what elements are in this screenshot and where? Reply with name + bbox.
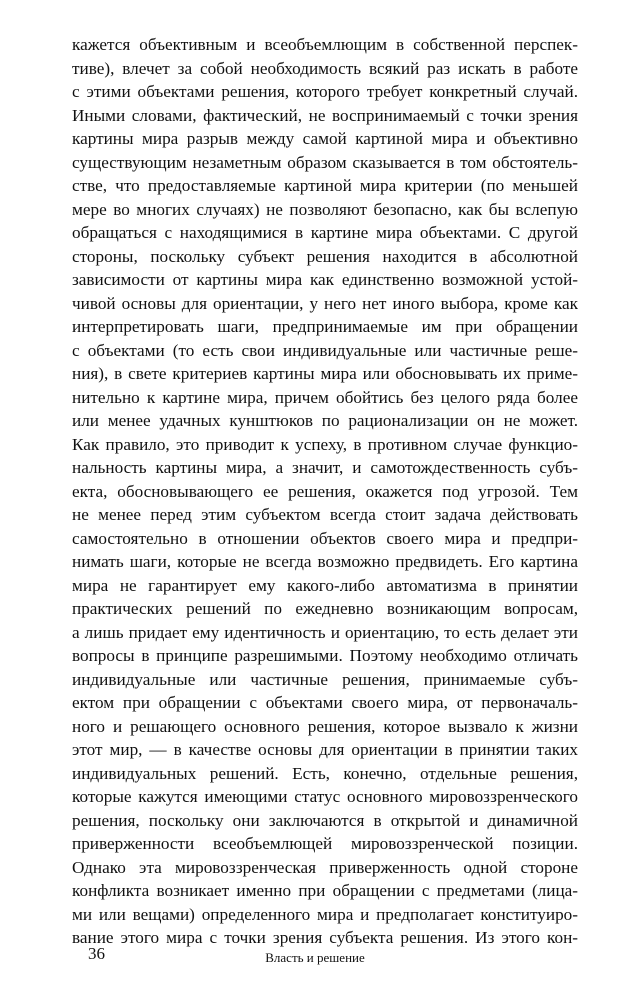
text-line: не менее перед этим субъектом всегда стоит задача действовать: [72, 505, 578, 524]
text-line: с этими объектами решения, которого требует конкретный случай.: [72, 82, 578, 101]
text-line: Однако эта мировоззренческая приверженность одной стороне: [72, 857, 578, 877]
text-line: чивой основы для ориентации, у него нет иного выбора, кроме как: [72, 293, 578, 313]
text-line: существующим незаметным образом сказывается в том обстоятель-: [72, 152, 578, 172]
text-line: решения, поскольку они заключаются в открытой и динамичной: [72, 810, 578, 830]
text-line: екта, обосновывающего ее решения, окажется под угрозой. Тем: [72, 481, 578, 501]
running-footer: Власть и решение: [265, 950, 365, 965]
text-line: вание этого мира с точки зрения субъекта решения. Из этого кон-: [72, 928, 578, 947]
text-line: кажется объективным и всеобъемлющим в собственной перспек-: [72, 35, 578, 54]
text-line: индивидуальные или частичные решения, принимаемые субъ-: [72, 669, 578, 689]
text-line: Как правило, это приводит к успеху, в противном случае функцио-: [72, 434, 578, 454]
text-line: ми или вещами) определенного мира и предполагает конституиро-: [72, 904, 578, 924]
text-line: ния), в свете критериев картины мира или обосновывать их приме-: [72, 364, 578, 383]
text-line: с объектами (то есть свои индивидуальные или частичные реше-: [72, 340, 578, 360]
text-line: практических решений по ежедневно возникающим вопросам,: [72, 599, 578, 618]
text-line: ного и решающего основного решения, которое вызвало к жизни: [72, 716, 578, 736]
page-number: 36: [88, 944, 105, 963]
text-line: приверженности всеобъемлющей мировоззренческой позиции.: [72, 834, 578, 853]
text-line: этот мир, — в качестве основы для ориентации в принятии таких: [72, 740, 578, 759]
text-line: индивидуальных решений. Есть, конечно, отдельные решения,: [72, 763, 578, 783]
text-line: интерпретировать шаги, предпринимаемые им при обращении: [72, 317, 578, 336]
text-line: нальность картины мира, а значит, и самотождественность субъ-: [72, 458, 578, 477]
text-line: стве, что предоставляемые картиной мира критерии (по меньшей: [72, 176, 578, 195]
text-line: тиве), влечет за собой необходимость всякий раз искать в работе: [72, 58, 578, 78]
text-line: мере во многих случаях) не позволяют безопасно, как бы вслепую: [72, 199, 578, 219]
text-line: стороны, поскольку субъект решения находится в абсолютной: [72, 246, 578, 266]
text-line: обращаться с находящимися в картине мира объектами. С другой: [72, 223, 578, 242]
text-line: мира не гарантирует ему какого-либо автоматизма в принятии: [72, 575, 578, 595]
text-line: картины мира разрыв между самой картиной мира и объективно: [72, 129, 578, 148]
text-line: а лишь придает ему идентичность и ориентацию, то есть делает эти: [72, 622, 578, 642]
text-line: вопросы в принципе разрешимыми. Поэтому необходимо отличать: [72, 646, 578, 665]
text-line: или менее удачных кунштюков по рационализации он не может.: [72, 411, 578, 430]
text-line: нимать шаги, которые не всегда возможно предвидеть. Его картина: [72, 552, 578, 571]
body-text: [72, 33, 578, 950]
text-line: которые кажутся имеющими статус основного мировоззренческого: [72, 787, 578, 806]
text-line: нительно к картине мира, причем обойтись без целого ряда более: [72, 387, 578, 407]
text-line: конфликта возникает именно при обращении с предметами (лица-: [72, 881, 578, 900]
text-line: ектом при обращении с объектами своего мира, от первоначаль-: [72, 693, 578, 712]
text-line: Иными словами, фактический, не воспринимаемый с точки зрения: [72, 105, 578, 125]
text-line: зависимости от картины мира как единственно возможной устой-: [72, 270, 578, 289]
text-line: самостоятельно в отношении объектов своего мира и предпри-: [72, 528, 578, 548]
